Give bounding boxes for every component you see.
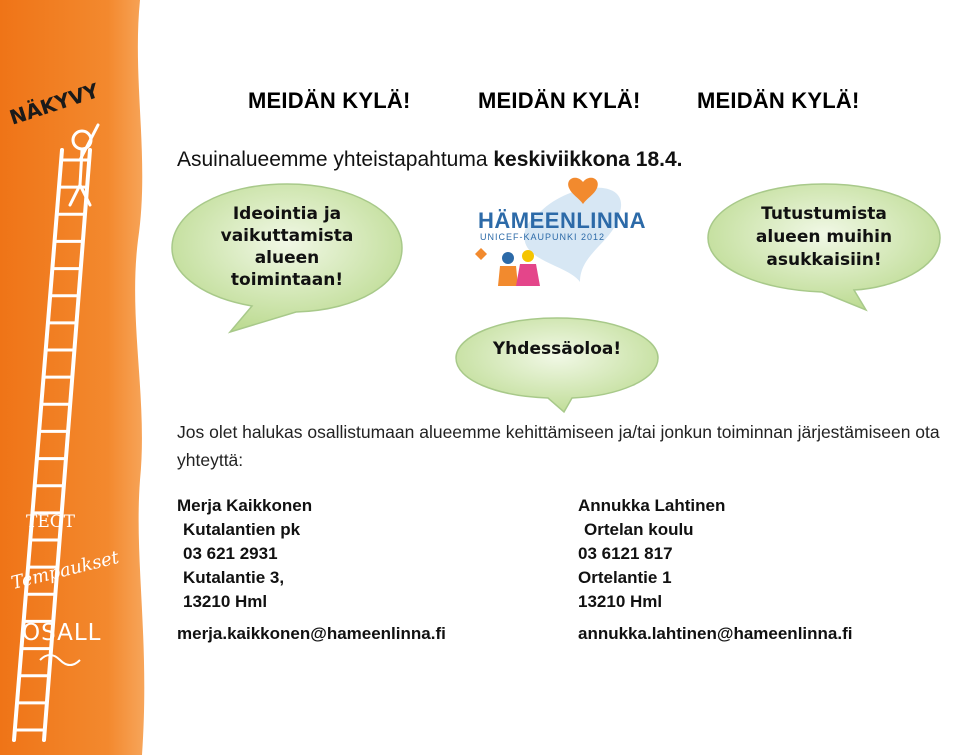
bubble-left-line-2: vaikuttamista [220, 226, 354, 246]
contact-email: annukka.lahtinen@hameenlinna.fi [578, 624, 853, 643]
bubble-left-line-3: alueen [254, 248, 320, 268]
headline-text-3: MEIDÄN KYLÄ! [697, 88, 860, 113]
contact-postal: 13210 Hml [183, 592, 268, 611]
headline [0, 88, 960, 116]
contact-street: Kutalantie 3, [183, 568, 285, 587]
bubble-left-line-1: Ideointia ja [232, 204, 342, 224]
sidebar-word-tempaukset: Tempaukset [9, 546, 122, 595]
event-subtitle [177, 148, 682, 172]
contact-phone: 03 6121 817 [578, 544, 673, 563]
contact-place: Kutalantien pk [183, 520, 301, 539]
contact-merja [177, 494, 446, 646]
contact-place: Ortelan koulu [584, 520, 694, 539]
contact-phone: 03 621 2931 [183, 544, 278, 563]
contact-email: merja.kaikkonen@hameenlinna.fi [177, 624, 446, 643]
contact-annukka [578, 494, 852, 646]
bubble-right-line-1: Tutustumista [761, 203, 887, 224]
bubble-right-line-3: asukkaisiin! [766, 249, 882, 270]
contact-street: Ortelantie 1 [578, 568, 672, 587]
speech-bubble-tutustumista [704, 180, 944, 312]
subtitle-date: keskiviikkona 18.4. [493, 148, 683, 171]
logo-title: HÄMEENLINNA [478, 208, 647, 233]
headline-text-1: MEIDÄN KYLÄ! [248, 88, 411, 113]
sidebar-word-teot: TEOT [26, 512, 76, 532]
bubble-right-line-2: alueen muihin [755, 226, 893, 247]
intro-paragraph: Jos olet halukas osallistumaan alueemme kehittämiseen ja/tai jonkun toiminnan järjestämiseen ota yhteyttä: [177, 422, 940, 470]
logo-subtitle: UNICEF-KAUPUNKI 2012 [480, 232, 606, 242]
subtitle-normal: Asuinalueemme yhteistapahtuma [177, 148, 494, 171]
contact-postal: 13210 Hml [578, 592, 663, 611]
bubble-middle-text: Yhdessäoloa! [492, 339, 622, 359]
bubble-left-line-4: toimintaan! [230, 270, 344, 290]
sidebar-word-nakyvy: NÄKYVY [6, 78, 102, 130]
headline-text-2: MEIDÄN KYLÄ! [478, 88, 641, 113]
contact-name: Merja Kaikkonen [177, 496, 313, 515]
speech-bubble-yhdessaoloa [452, 314, 662, 414]
sidebar-word-osall: OSALL [22, 620, 102, 646]
hameenlinna-logo [470, 172, 670, 312]
contact-name: Annukka Lahtinen [578, 496, 726, 515]
speech-bubble-ideointi [168, 180, 406, 338]
logo-graphic [470, 172, 670, 312]
